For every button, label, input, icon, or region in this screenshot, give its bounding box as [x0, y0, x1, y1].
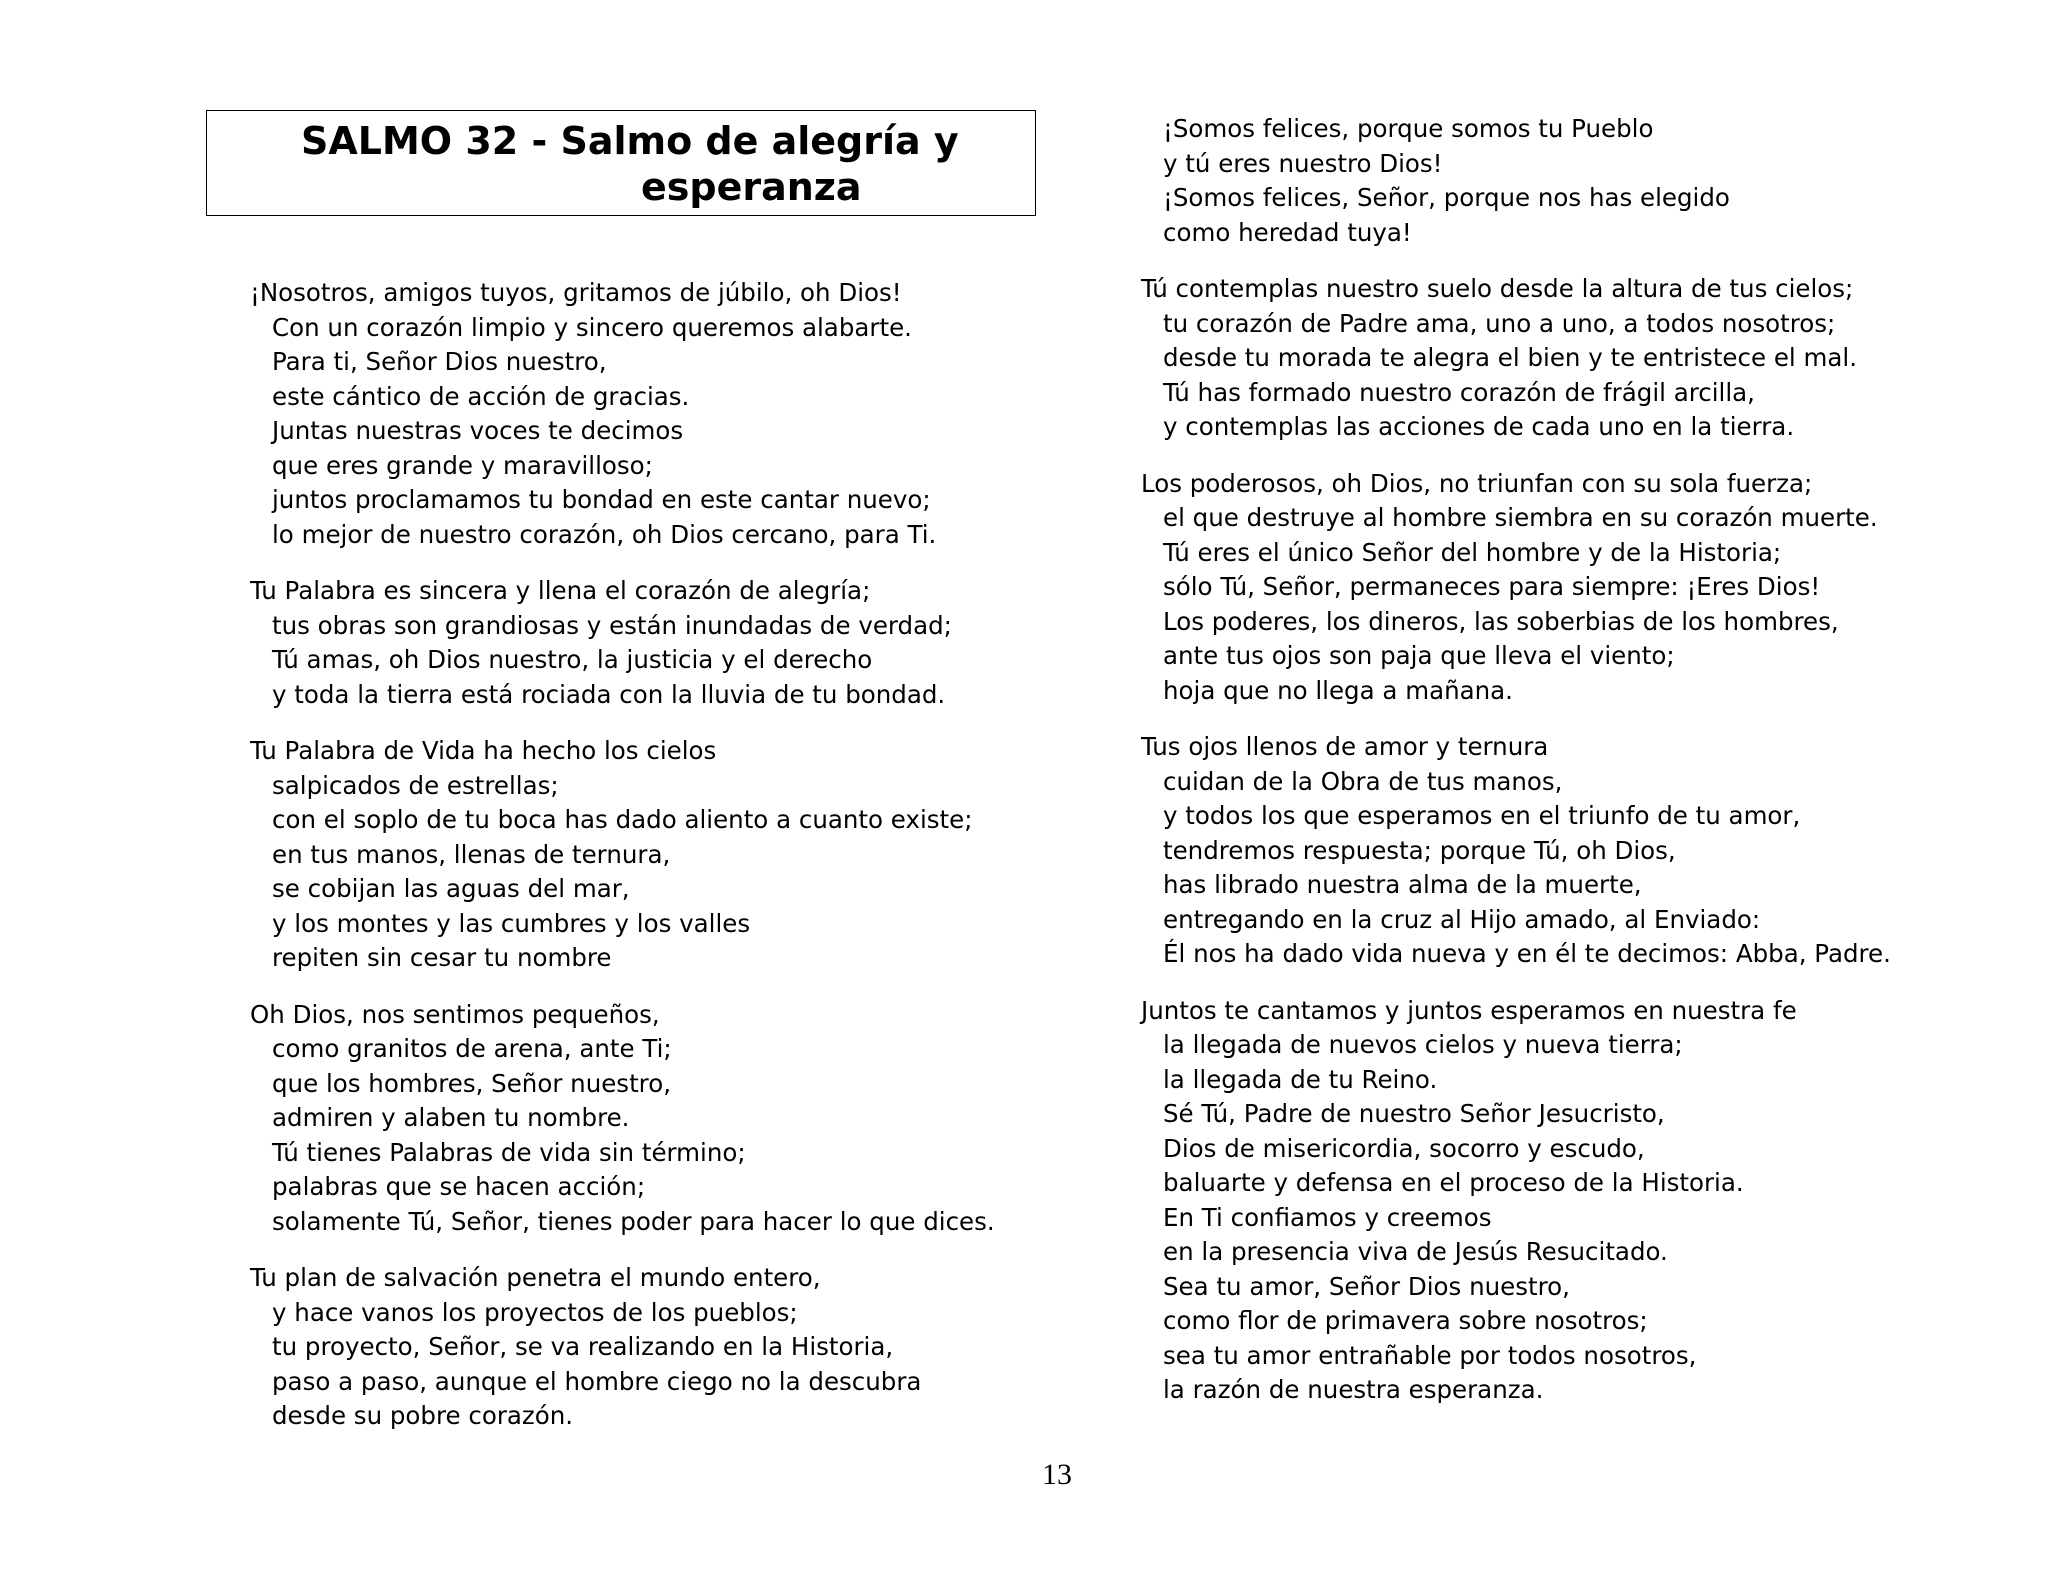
stanza [250, 734, 1030, 976]
verse-line: tu proyecto, Señor, se va realizando en la Historia, [272, 1332, 894, 1361]
verse-line: se cobijan las aguas del mar, [272, 874, 630, 903]
stanza [1141, 467, 1941, 709]
stanza [250, 276, 1030, 552]
verse-line: admiren y alaben tu nombre. [272, 1103, 630, 1132]
title-box [206, 110, 1036, 216]
verse-line: Dios de misericordia, socorro y escudo, [1163, 1133, 1645, 1163]
verse-line: desde tu morada te alegra el bien y te entristece el mal. [1163, 343, 1857, 372]
verse-line: Tú has formado nuestro corazón de frágil arcilla, [1163, 377, 1755, 407]
verse-line: como granitos de arena, ante Ti; [272, 1034, 672, 1063]
verse-line: que eres grande y maravilloso; [272, 450, 653, 480]
verse-line: Juntos te cantamos y juntos esperamos en nuestra fe [1141, 995, 1797, 1025]
verse-line: tu corazón de Padre ama, uno a uno, a todos nosotros; [1163, 308, 1836, 338]
verse-line: y los montes y las cumbres y los valles [272, 908, 751, 938]
verse-line: salpicados de estrellas; [272, 770, 559, 800]
verse-line: Oh Dios, nos sentimos pequeños, [250, 999, 660, 1029]
verse-line: sólo Tú, Señor, permaneces para siempre: ¡Eres Dios! [1163, 572, 1821, 601]
verse-line: con el soplo de tu boca has dado aliento a cuanto existe; [272, 805, 973, 834]
verse-line: y tú eres nuestro Dios! [1163, 148, 1443, 178]
verse-line: como flor de primavera sobre nosotros; [1163, 1306, 1648, 1335]
verse-line: Tu Palabra es sincera y llena el corazón de alegría; [250, 576, 871, 605]
verse-line: Él nos ha dado vida nueva y en él te decimos: Abba, Padre. [1163, 939, 1891, 968]
verse-line: repiten sin cesar tu nombre [272, 943, 612, 972]
verse-line: En Ti confiamos y creemos [1163, 1202, 1492, 1232]
verse-line: Tú amas, oh Dios nuestro, la justicia y el derecho [272, 645, 873, 674]
verse-line: la razón de nuestra esperanza. [1163, 1375, 1544, 1404]
stanza [250, 998, 1030, 1240]
verse-line: la llegada de nuevos cielos y nueva tierra; [1163, 1030, 1683, 1059]
verse-line: y todos los que esperamos en el triunfo de tu amor, [1163, 801, 1801, 830]
verse-line: Sea tu amor, Señor Dios nuestro, [1163, 1271, 1570, 1301]
verse-line: este cántico de acción de gracias. [272, 381, 690, 411]
verse-line: hoja que no llega a mañana. [1163, 675, 1513, 705]
verse-line: desde su pobre corazón. [272, 1401, 574, 1430]
page-title-line-1: SALMO 32 - Salmo de alegría y [301, 119, 959, 163]
verse-line: baluarte y defensa en el proceso de la Historia. [1163, 1168, 1744, 1197]
verse-line: ante tus ojos son paja que lleva el viento; [1163, 641, 1675, 670]
stanza [250, 574, 1030, 712]
verse-line: en tus manos, llenas de ternura, [272, 839, 671, 869]
stanza [1141, 730, 1941, 972]
verse-line: tendremos respuesta; porque Tú, oh Dios, [1163, 835, 1676, 865]
verse-line: sea tu amor entrañable por todos nosotros, [1163, 1340, 1697, 1370]
stanza [1141, 272, 1941, 445]
verse-line: Tú contemplas nuestro suelo desde la altura de tus cielos; [1141, 274, 1854, 303]
verse-line: solamente Tú, Señor, tienes poder para hacer lo que dices. [272, 1206, 995, 1236]
verse-line: juntos proclamamos tu bondad en este cantar nuevo; [272, 485, 931, 514]
verse-line: lo mejor de nuestro corazón, oh Dios cercano, para Ti. [272, 519, 937, 549]
verse-line: y hace vanos los proyectos de los pueblos; [272, 1297, 798, 1327]
stanza [1141, 994, 1941, 1408]
verse-line: Juntas nuestras voces te decimos [272, 416, 684, 445]
page-number: 13 [1042, 1458, 1072, 1491]
verse-line: has librado nuestra alma de la muerte, [1163, 870, 1642, 899]
verse-line: Tu plan de salvación penetra el mundo entero, [250, 1263, 821, 1292]
verse-line: ¡Somos felices, Señor, porque nos has elegido [1163, 183, 1730, 212]
verse-line: Con un corazón limpio y sincero queremos alabarte. [272, 312, 912, 342]
verse-line: entregando en la cruz al Hijo amado, al Enviado: [1163, 904, 1761, 934]
verse-line: como heredad tuya! [1163, 217, 1412, 247]
stanza [250, 1261, 1030, 1434]
verse-line: Los poderes, los dineros, las soberbias de los hombres, [1163, 606, 1839, 636]
verse-line: ¡Nosotros, amigos tuyos, gritamos de júbilo, oh Dios! [250, 278, 902, 307]
verse-line: la llegada de tu Reino. [1163, 1064, 1438, 1094]
verse-line: y contemplas las acciones de cada uno en la tierra. [1163, 412, 1795, 441]
verse-line: palabras que se hacen acción; [272, 1172, 646, 1201]
verse-line: Tú tienes Palabras de vida sin término; [272, 1137, 746, 1167]
right-column [1141, 112, 1941, 1430]
verse-line: el que destruye al hombre siembra en su corazón muerte. [1163, 503, 1878, 532]
verse-line: que los hombres, Señor nuestro, [272, 1068, 671, 1098]
verse-line: Tus ojos llenos de amor y ternura [1141, 732, 1549, 761]
verse-line: Tu Palabra de Vida ha hecho los cielos [250, 736, 717, 765]
verse-line: tus obras son grandiosas y están inundadas de verdad; [272, 610, 952, 640]
verse-line: paso a paso, aunque el hombre ciego no la descubra [272, 1366, 922, 1396]
verse-line: Sé Tú, Padre de nuestro Señor Jesucristo, [1163, 1099, 1665, 1128]
verse-line: cuidan de la Obra de tus manos, [1163, 766, 1563, 796]
verse-line: ¡Somos felices, porque somos tu Pueblo [1163, 114, 1654, 143]
page-title-line-2: esperanza [641, 165, 862, 209]
stanza [1141, 112, 1941, 250]
left-column [250, 276, 1030, 1456]
verse-line: Para ti, Señor Dios nuestro, [272, 347, 607, 376]
verse-line: Tú eres el único Señor del hombre y de la Historia; [1163, 537, 1782, 567]
verse-line: en la presencia viva de Jesús Resucitado. [1163, 1237, 1668, 1266]
verse-line: y toda la tierra está rociada con la lluvia de tu bondad. [272, 679, 946, 709]
verse-line: Los poderosos, oh Dios, no triunfan con su sola fuerza; [1141, 468, 1813, 498]
